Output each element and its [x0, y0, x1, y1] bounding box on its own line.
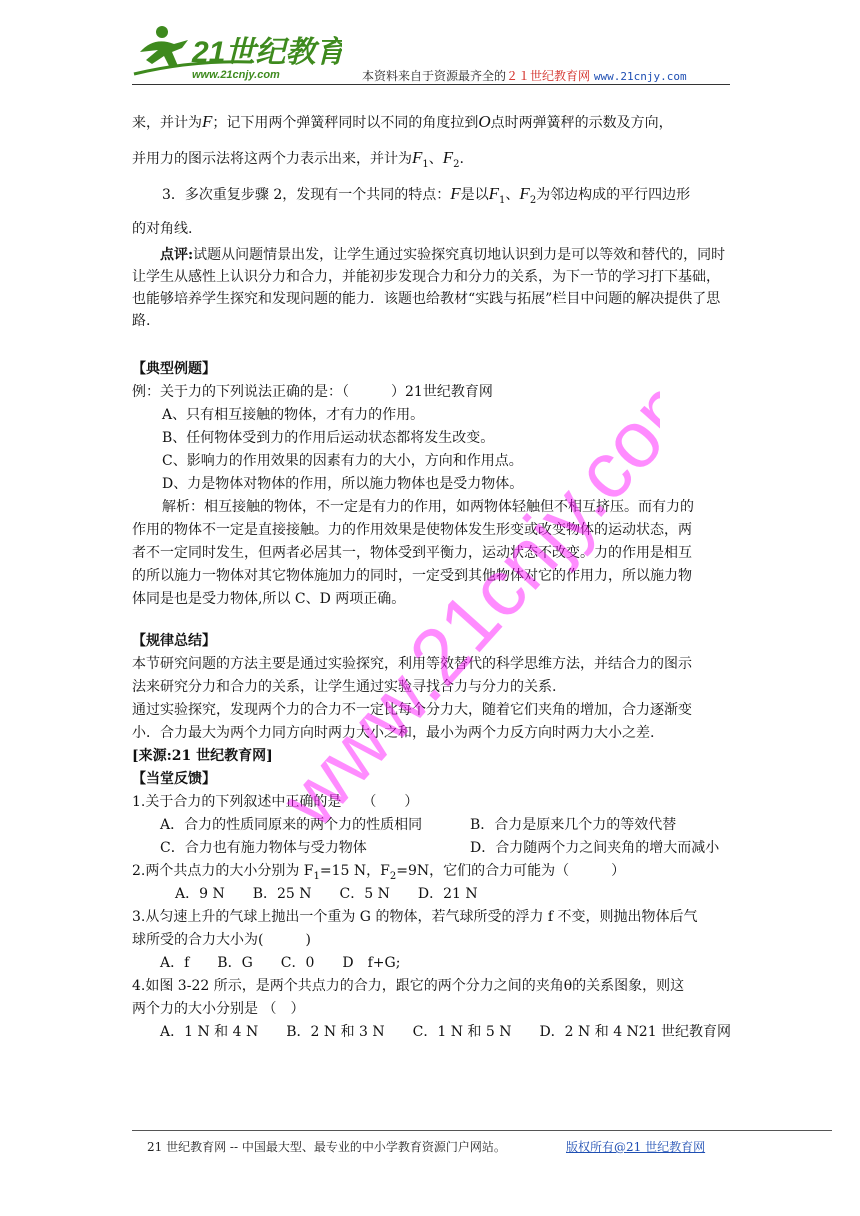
comment-label: 点评:	[160, 247, 194, 263]
example-option-c: C、影响力的作用效果的因素有力的大小，方向和作用点。	[162, 453, 523, 469]
notice-url[interactable]: www.21cnjy.com	[593, 70, 687, 83]
feedback-heading: 【当堂反馈】	[132, 771, 216, 787]
logo-runner-icon	[132, 22, 342, 84]
analysis-line: 者不一定同时发生，但两者必居其一，物体受到平衡力，运动状态不改变。力的作用是相互	[132, 545, 692, 561]
header-divider	[132, 84, 730, 85]
summary-line: 本节研究问题的方法主要是通过实验探究，利用等效替代的科学思维方法，并结合力的图示	[132, 656, 692, 672]
logo-text: 21世纪教育	[192, 36, 342, 69]
logo-url: www.21cnjy.com	[192, 69, 280, 81]
q4-options: A．1 N 和 4 N B．2 N 和 3 N C．1 N 和 5 N D．2 N 和 4 N21 世纪教育网	[160, 1024, 732, 1040]
comment-text: 试题从问题情景出发，让学生通过实验探究真切地认识到力是可以等效和替代的，同时让学生从感性上认识分力和合力，并能初步发现合力和分力的关系，为下一节的学习打下基础，也能够培养学生探究和发现问题的能力．该题也给教材“实践与拓展”栏目中问题的解决提供了思路.	[132, 247, 726, 329]
footer-tagline: 21 世纪教育网 -- 中国最大型、最专业的中小学教育资源门户网站。	[147, 1140, 506, 1154]
example-option-b: B、任何物体受到力的作用后运动状态都将发生改变。	[162, 430, 495, 446]
analysis-line: 的所以施力一物体对其它物体施加力的同时，一定受到其他物体对它的作用力，所以施力物	[132, 568, 692, 584]
intro-line-4: 的对角线.	[132, 221, 193, 237]
question-1: 1.关于合力的下列叙述中正确的是 （ ）	[132, 794, 419, 810]
watermark-text: www.21cnjy.com	[264, 380, 660, 840]
summary-line: 通过实验探究，发现两个力的合力不一定比每个分力大，随着它们夹角的增加，合力逐渐变	[132, 702, 692, 718]
notice-brand: ２１世纪教育网	[506, 69, 591, 83]
example-heading: 【典型例题】	[132, 361, 216, 377]
watermark	[200, 380, 660, 840]
question-3-line-2: 球所受的合力大小为( )	[132, 932, 311, 948]
summary-source: [来源:21 世纪教育网]	[132, 748, 273, 764]
question-4-line-2: 两个力的大小分别是 （ ）	[132, 1001, 305, 1017]
comment-paragraph	[132, 244, 732, 332]
question-4-line-1: 4.如图 3-22 所示，是两个共点力的合力，跟它的两个分力之间的夹角θ的关系图象，则这	[132, 978, 685, 994]
summary-line: 法来研究分力和合力的关系，让学生通过实验寻找合力与分力的关系.	[132, 679, 557, 695]
q1-option-a: A．合力的性质同原来的两个力的性质相同	[160, 817, 423, 833]
intro-line-3: 3．多次重复步骤 2，发现有一个共同的特点：F是以$F_1$、$F_2$为邻边构成的平行四边形	[162, 184, 691, 206]
example-option-a: A、只有相互接触的物体，才有力的作用。	[162, 407, 425, 423]
header-notice	[362, 67, 687, 84]
q1-option-d: D．合力随两个力之间夹角的增大而减小	[470, 840, 720, 856]
analysis-line: 体同是也是受力物体,所以 C、D 两项正确。	[132, 591, 406, 607]
intro-line-1: 来，并计为F；记下用两个弹簧秤同时以不同的角度拉到O点时两弹簧秤的示数及方向，	[132, 112, 673, 131]
question-2: 2.两个共点力的大小分别为 $F_1=15$ N，$F_2=9N$，它们的合力可能为（ ）	[132, 863, 626, 882]
q2-options: A．9 N B．25 N C．5 N D．21 N	[175, 886, 478, 902]
question-3-line-1: 3.从匀速上升的气球上抛出一个重为 G 的物体，若气球所受的浮力 f 不变，则抛出物体后气	[132, 909, 698, 925]
q3-options: A．f B．G C．0 D f+G;	[160, 955, 401, 971]
example-question: 例：关于力的下列说法正确的是：（ ）21世纪教育网	[132, 384, 493, 400]
q1-option-b: B．合力是原来几个力的等效代替	[470, 817, 677, 833]
analysis-line: 解析：相互接触的物体，不一定是有力的作用，如两物体轻触但不相互挤压。而有力的	[162, 499, 694, 515]
site-logo	[132, 22, 342, 84]
summary-heading: 【规律总结】	[132, 633, 216, 649]
analysis-line: 作用的物体不一定是直接接触。力的作用效果是使物体发生形变或改变物体的运动状态，两	[132, 522, 692, 538]
intro-line-2: 并用力的图示法将这两个力表示出来，并计为$F_1$、$F_2$.	[132, 148, 464, 170]
q1-option-c: C．合力也有施力物体与受力物体	[160, 840, 367, 856]
summary-line: 小．合力最大为两个力同方向时两力大小之和，最小为两个力反方向时两力大小之差.	[132, 725, 655, 741]
footer-copyright-link[interactable]: 版权所有@21 世纪教育网	[566, 1140, 706, 1154]
footer-divider	[132, 1130, 832, 1131]
notice-prefix: 本资料来自于资源最齐全的	[362, 69, 507, 83]
example-option-d: D、力是物体对物体的作用，所以施力物体也是受力物体。	[162, 476, 524, 492]
